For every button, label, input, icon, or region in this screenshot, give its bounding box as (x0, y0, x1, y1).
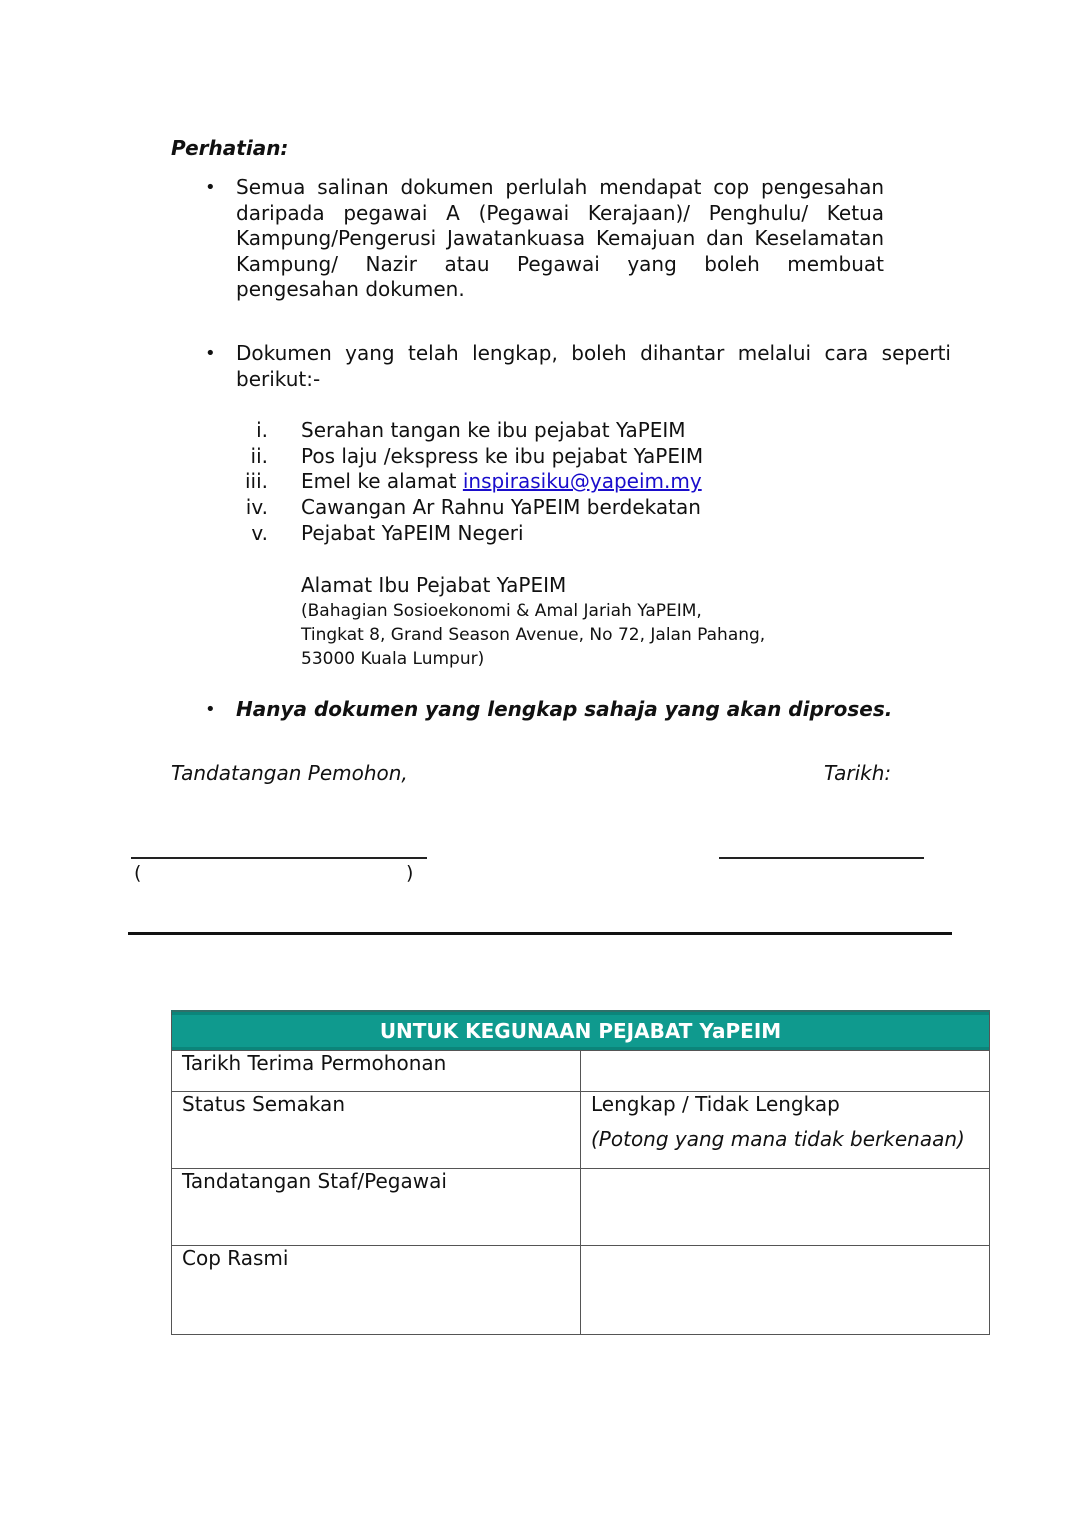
email-link[interactable]: inspirasiku@yapeim.my (462, 469, 702, 494)
status-options: Lengkap / Tidak Lengkap (591, 1092, 840, 1116)
list-number: iii. (244, 469, 268, 494)
email-prefix: Emel ke alamat (301, 469, 463, 494)
list-text: Pos laju /ekspress ke ibu pejabat YaPEIM (301, 443, 704, 468)
table-row (172, 1092, 990, 1169)
bullet-icon: • (205, 177, 216, 198)
address-line: (Bahagian Sosioekonomi & Amal Jariah YaPEIM, (301, 601, 702, 621)
address-title: Alamat Ibu Pejabat YaPEIM (301, 573, 567, 597)
list-text: Cawangan Ar Rahnu YaPEIM berdekatan (301, 495, 701, 520)
list-text: Serahan tangan ke ibu pejabat YaPEIM (301, 418, 686, 442)
table-row (172, 1169, 990, 1246)
row-label: Status Semakan (172, 1092, 581, 1169)
bullet-icon: • (205, 343, 216, 364)
applicant-signature-line[interactable] (131, 857, 427, 859)
name-paren-close: ) (406, 862, 414, 884)
section-divider (128, 932, 952, 935)
list-text-email (301, 469, 702, 495)
office-table-header: UNTUK KEGUNAAN PEJABAT YaPEIM (172, 1011, 990, 1051)
address-line: 53000 Kuala Lumpur) (301, 649, 485, 669)
office-use-table (171, 1010, 990, 1335)
staff-signature-field[interactable] (581, 1169, 990, 1246)
table-row (172, 1246, 990, 1335)
table-row (172, 1051, 990, 1092)
notice-bullet-submission (205, 341, 951, 392)
address-block (301, 599, 765, 671)
bullet-icon: • (205, 699, 216, 720)
list-text: Pejabat YaPEIM Negeri (301, 520, 524, 545)
row-label: Tandatangan Staf/Pegawai (172, 1169, 581, 1246)
row-label: Cop Rasmi (172, 1246, 581, 1335)
address-line: Tingkat 8, Grand Season Avenue, No 72, Jalan Pahang, (301, 625, 766, 645)
status-field[interactable] (581, 1092, 990, 1169)
list-number: i. (256, 418, 268, 442)
date-line[interactable] (719, 857, 924, 859)
bullet-text: Hanya dokumen yang lengkap sahaja yang akan diproses. (236, 697, 893, 721)
notice-bullet-certification (205, 175, 884, 303)
list-number: iv. (245, 495, 268, 520)
applicant-signature-label: Tandatangan Pemohon, (171, 761, 408, 785)
bullet-text: Dokumen yang telah lengkap, boleh dihantar melalui cara seperti berikut:- (236, 341, 951, 391)
name-paren-open: ( (134, 862, 142, 884)
status-note: (Potong yang mana tidak berkenaan) (591, 1127, 965, 1151)
list-number: v. (251, 520, 268, 545)
bullet-text: Semua salinan dokumen perlulah mendapat cop pengesahan daripada pegawai A (Pegawai Kerajaan)/ Penghulu/ Ketua Kampung/Pengerusi Jawatankuasa Kemajuan dan Keselamatan Kampung/ Nazir atau Pegawai yang boleh membuat pengesahan dokumen. (236, 175, 884, 301)
list-number: ii. (250, 443, 268, 468)
notice-title: Perhatian: (171, 136, 289, 160)
received-date-field[interactable] (581, 1051, 990, 1092)
date-label: Tarikh: (824, 761, 892, 785)
official-stamp-field[interactable] (581, 1246, 990, 1335)
row-label: Tarikh Terima Permohonan (172, 1051, 581, 1092)
notice-bullet-complete-only (205, 697, 936, 723)
